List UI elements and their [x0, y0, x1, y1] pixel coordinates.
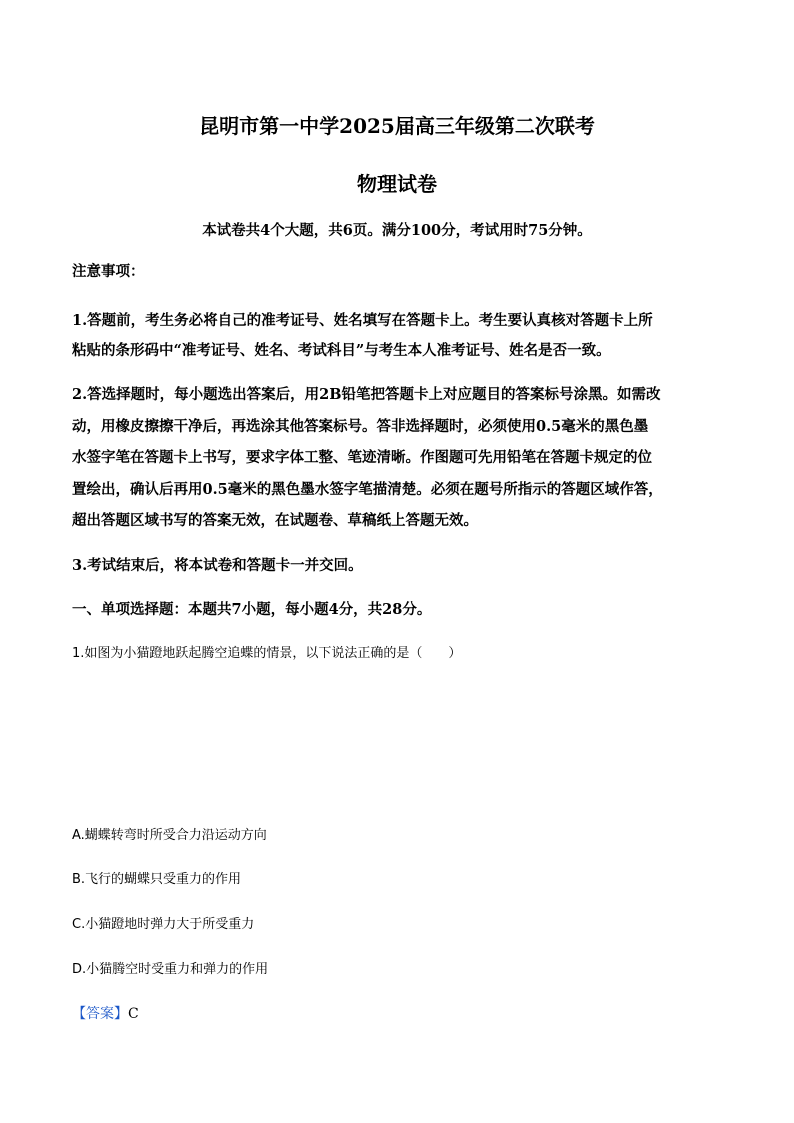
section-1-heading: 一、单项选择题：本题共7小题，每小题4分，共28分。: [72, 601, 432, 618]
notice-item-1-line-1: 1.答题前，考生务必将自己的准考证号、姓名填写在答题卡上。考生要认真核对答题卡上所: [72, 312, 653, 329]
question-1-stem: 1.如图为小猫蹬地跃起腾空追蝶的情景，以下说法正确的是（ ）: [72, 646, 462, 661]
notice-item-2-line-4: 置绘出，确认后再用0.5毫米的黑色墨水签字笔描清楚。必须在题号所指示的答题区域作答，: [72, 481, 663, 498]
answer-label: 【答案】: [72, 1006, 128, 1022]
notice-item-2-line-2: 动，用橡皮擦擦干净后，再选涂其他答案标号。答非选择题时，必须使用0.5毫米的黑色墨: [72, 418, 649, 435]
question-1-option-a: A.蝴蝶转弯时所受合力沿运动方向: [72, 828, 267, 843]
question-1-figure-placeholder: [72, 676, 722, 816]
exam-intro: 本试卷共4个大题，共6页。满分100分，考试用时75分钟。: [202, 222, 592, 239]
notice-item-2-line-3: 水签字笔在答题卡上书写，要求字体工整、笔迹清晰。作图题可先用铅笔在答题卡规定的位: [72, 449, 652, 466]
question-1-option-c: C.小猫蹬地时弹力大于所受重力: [72, 917, 255, 932]
notice-item-2-line-5: 超出答题区域书写的答案无效，在试题卷、草稿纸上答题无效。: [72, 512, 478, 529]
question-1-option-d: D.小猫腾空时受重力和弹力的作用: [72, 962, 269, 977]
notice-item-1-line-2: 粘贴的条形码中“准考证号、姓名、考试科目”与考生本人准考证号、姓名是否一致。: [72, 342, 611, 359]
answer-value: C: [128, 1006, 139, 1022]
question-1-option-b: B.飞行的蝴蝶只受重力的作用: [72, 872, 242, 887]
exam-subject: 物理试卷: [357, 172, 437, 196]
question-1-answer: [72, 1004, 139, 1024]
notice-item-3-line-1: 3.考试结束后，将本试卷和答题卡一并交回。: [72, 557, 363, 574]
notice-item-2-line-1: 2.答选择题时，每小题选出答案后，用2B铅笔把答题卡上对应题目的答案标号涂黑。如需改: [72, 386, 661, 403]
notice-heading: 注意事项：: [72, 263, 145, 280]
exam-title: 昆明市第一中学2025届高三年级第二次联考: [199, 114, 595, 138]
